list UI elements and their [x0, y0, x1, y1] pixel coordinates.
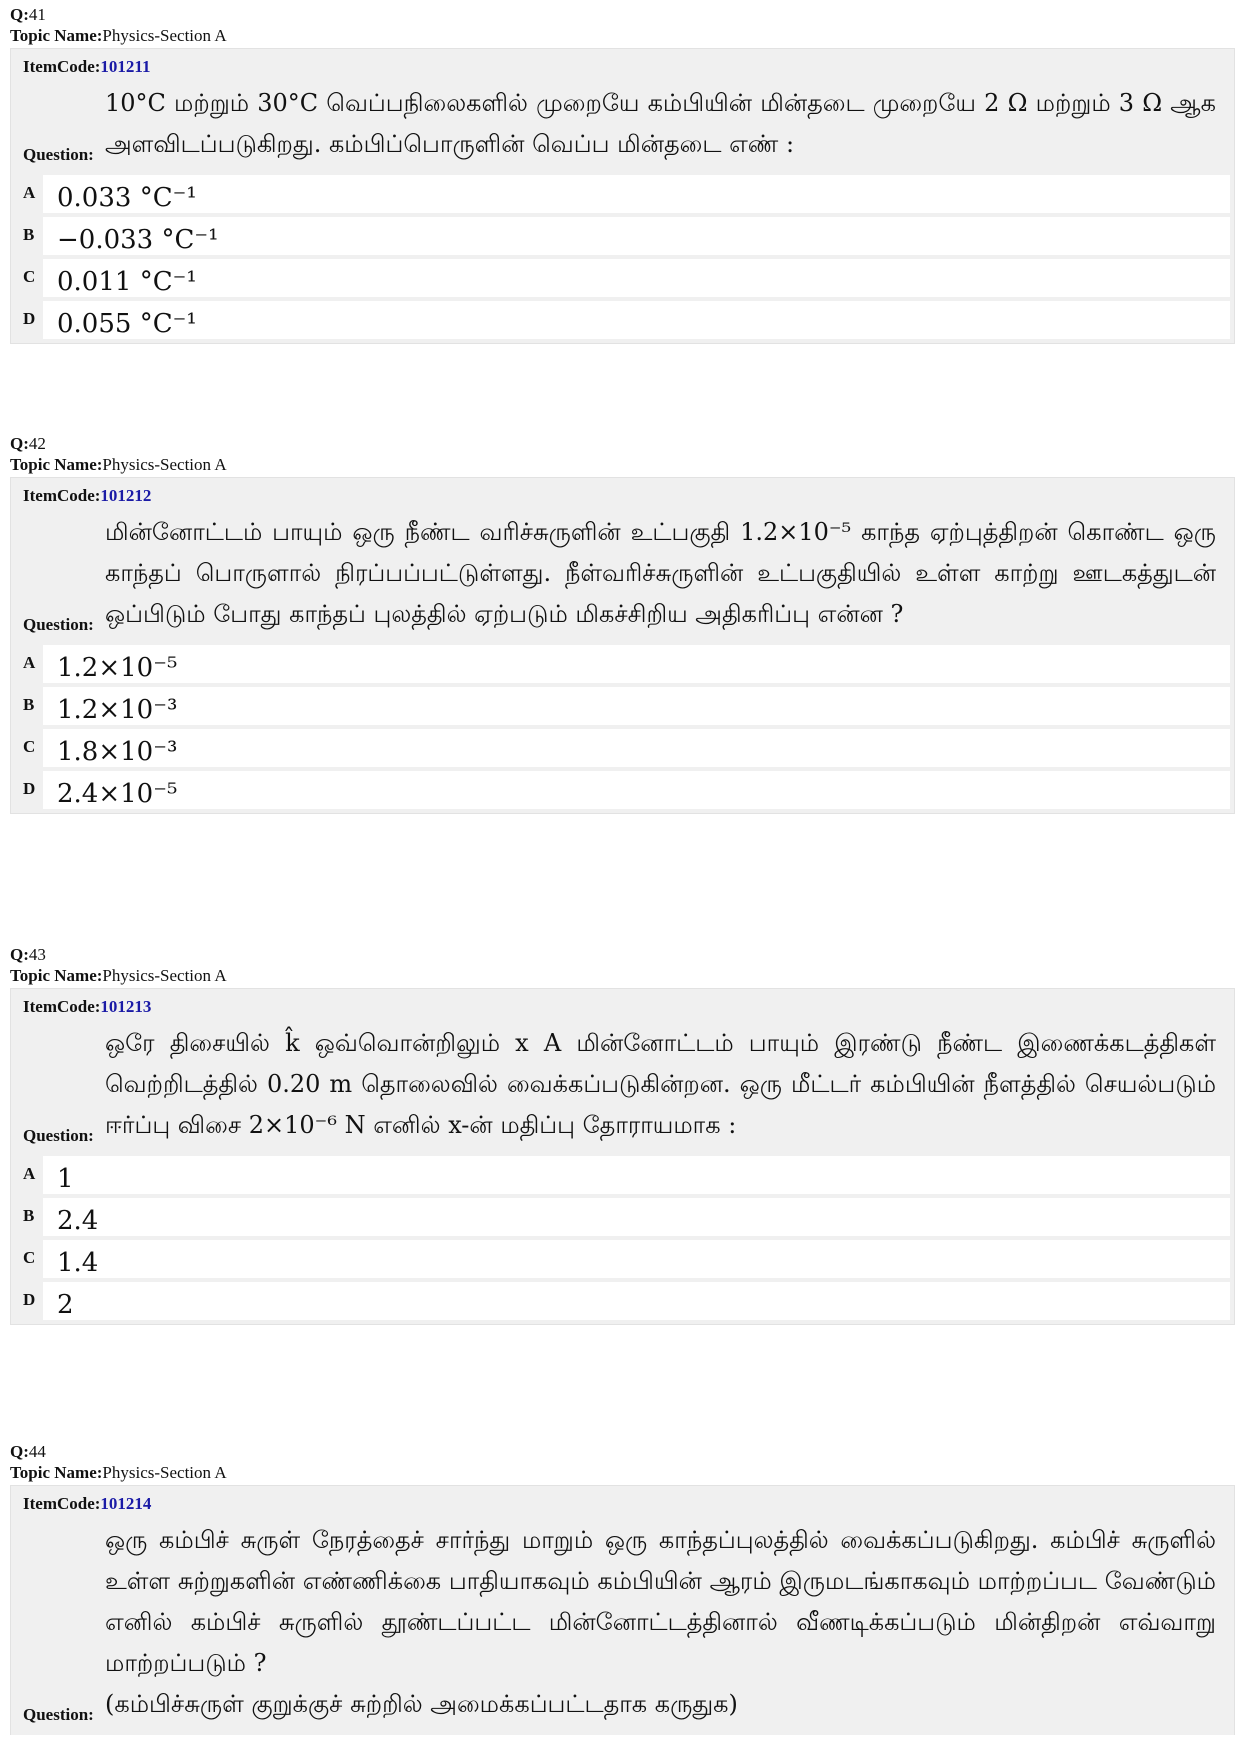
question-block-41 [10, 4, 1235, 344]
option-c[interactable]: C 1.4 [15, 1240, 1230, 1278]
question-label: Question: [23, 145, 94, 164]
question-row [15, 79, 1230, 171]
question-text: ஒரு கம்பிச் சுருள் நேரத்தைச் சார்ந்து மாறும் ஒரு காந்தப்புலத்தில் வைக்கப்படுகிறது. கம்பிச் சுருளில் உள்ள சுற்றுகளின் எண்ணிக்கை பாதியாகவும் கம்பியின் ஆரம் இருமடங்காகவும் மாற்றப்பட வேண்டும் எனில் கம்பிச் சுருளில் தூண்டப்பட்ட மின்னோட்டத்தினால் வீணடிக்கப்படும் மின்திறன் எவ்வாறு மாற்றப்படும் ? [105, 1526, 1216, 1677]
question-text: 10°C மற்றும் 30°C வெப்பநிலைகளில் முறையே கம்பியின் மின்தடை முறையே 2 Ω மற்றும் 3 Ω ஆக அளவிடப்படுகிறது. கம்பிப்பொருளின் வெப்ப மின்தடை எண் : [105, 89, 1216, 158]
option-d[interactable]: D 2.4×10⁻⁵ [15, 771, 1230, 809]
item-code: ItemCode:101211 [23, 57, 151, 76]
topic-line: Topic Name:Physics-Section A [10, 455, 227, 474]
question-card [10, 48, 1235, 344]
question-text: ஒரே திசையில் k̂ ஒவ்வொன்றிலும் x A மின்னோட்டம் பாயும் இரண்டு நீண்ட இணைக்கடத்திகள் வெற்றிடத்தில் 0.20 m தொலைவில் வைக்கப்படுகின்றன. ஒரு மீட்டர் கம்பியின் நீளத்தில் செயல்படும் ஈர்ப்பு விசை 2×10⁻⁶ N எனில் x-ன் மதிப்பு தோராயமாக : [105, 1029, 1216, 1139]
option-b[interactable]: B −0.033 °C⁻¹ [15, 217, 1230, 255]
question-row [15, 508, 1230, 641]
question-number-line: Q:44 [10, 1442, 46, 1461]
option-d[interactable]: D 0.055 °C⁻¹ [15, 301, 1230, 339]
item-code: ItemCode:101212 [23, 486, 152, 505]
option-b[interactable]: B 1.2×10⁻³ [15, 687, 1230, 725]
question-number-line: Q:41 [10, 5, 46, 24]
question-row [15, 1516, 1230, 1731]
question-block-44 [10, 1441, 1235, 1735]
option-c[interactable]: C 1.8×10⁻³ [15, 729, 1230, 767]
option-a[interactable]: A 0.033 °C⁻¹ [15, 175, 1230, 213]
topic-line: Topic Name:Physics-Section A [10, 1463, 227, 1482]
item-code: ItemCode:101213 [23, 997, 152, 1016]
option-d[interactable]: D 2 [15, 1282, 1230, 1320]
question-row [15, 1019, 1230, 1152]
question-block-43 [10, 944, 1235, 1325]
question-block-42 [10, 433, 1235, 814]
option-a[interactable]: A 1.2×10⁻⁵ [15, 645, 1230, 683]
question-text: மின்னோட்டம் பாயும் ஒரு நீண்ட வரிச்சுருளின் உட்பகுதி 1.2×10⁻⁵ காந்த ஏற்புத்திறன் கொண்ட ஒரு காந்தப் பொருளால் நிரப்பப்பட்டுள்ளது. நீள்வரிச்சுருளின் உட்பகுதியில் உள்ள காற்று ஊடகத்துடன் ஒப்பிடும் போது காந்தப் புலத்தில் ஏற்படும் மிகச்சிறிய அதிகரிப்பு என்ன ? [105, 518, 1216, 628]
topic-line: Topic Name:Physics-Section A [10, 966, 227, 985]
question-label: Question: [23, 1126, 94, 1145]
question-label: Question: [23, 615, 94, 634]
question-card [10, 1485, 1235, 1735]
question-card [10, 477, 1235, 814]
question-label: Question: [23, 1705, 94, 1724]
question-number-line: Q:43 [10, 945, 46, 964]
question-number-line: Q:42 [10, 434, 46, 453]
topic-line: Topic Name:Physics-Section A [10, 26, 227, 45]
item-code: ItemCode:101214 [23, 1494, 152, 1513]
question-note: (கம்பிச்சுருள் குறுக்குச் சுற்றில் அமைக்கப்பட்டதாக கருதுக) [105, 1690, 738, 1718]
option-c[interactable]: C 0.011 °C⁻¹ [15, 259, 1230, 297]
option-a[interactable]: A 1 [15, 1156, 1230, 1194]
option-b[interactable]: B 2.4 [15, 1198, 1230, 1236]
question-card [10, 988, 1235, 1325]
